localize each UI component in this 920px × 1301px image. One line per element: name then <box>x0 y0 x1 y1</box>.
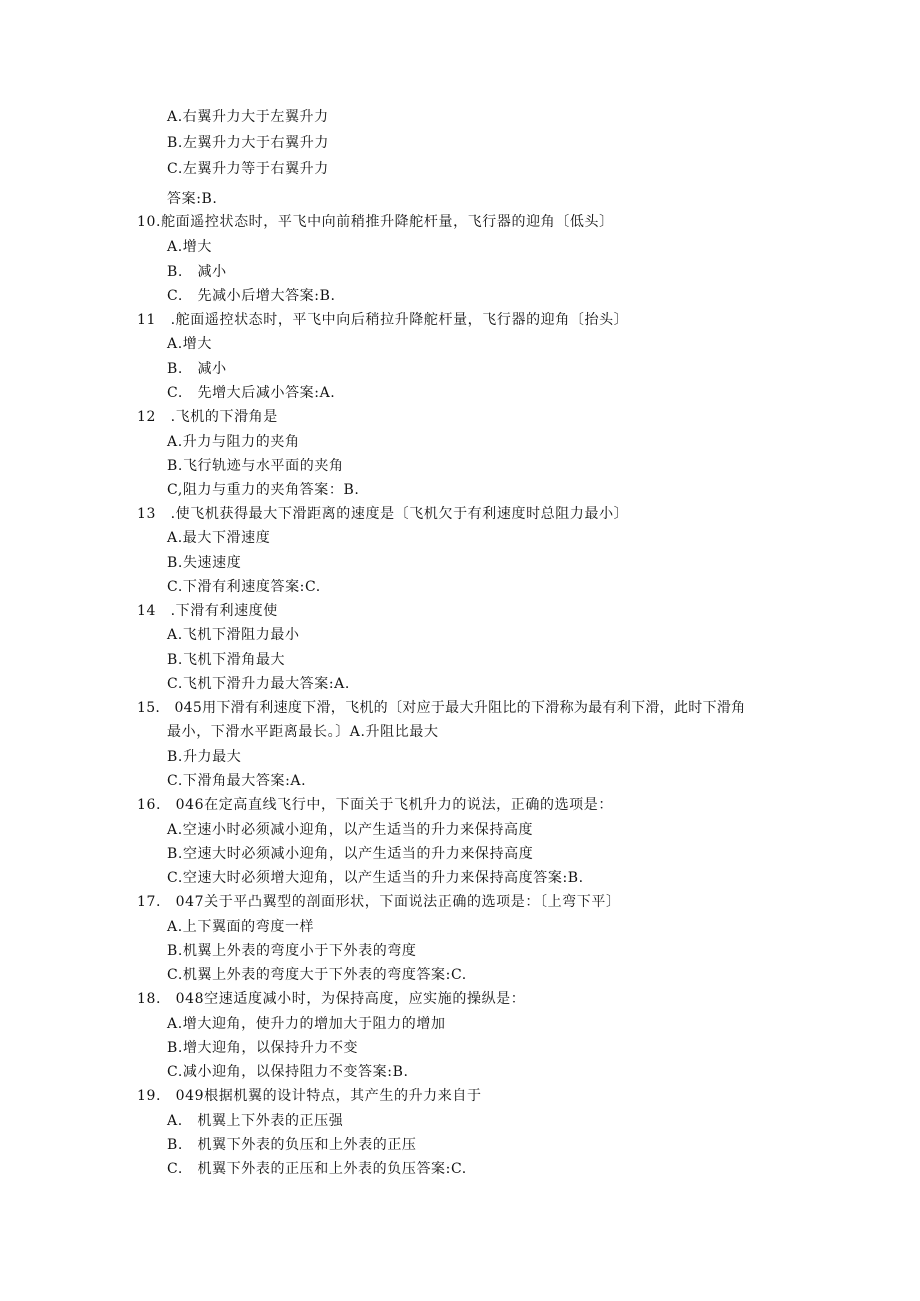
option-b: B.机翼上外表的弯度小于下外表的弯度 <box>167 943 417 959</box>
option-c-with-answer: C. 机翼下外表的正压和上外表的负压答案:C. <box>167 1161 467 1177</box>
option-c-with-answer: C.飞机下滑升力最大答案:A. <box>167 676 350 692</box>
question-13: 13 .使飞机获得最大下滑距离的速度是〔飞机欠于有利速度时总阻力最小〕 <box>137 506 629 522</box>
option-a: A.空速小时必须减小迎角，以产生适当的升力来保持高度 <box>167 822 534 838</box>
option-c-with-answer: C,阻力与重力的夹角答案：B. <box>167 482 360 498</box>
option-a: A.增大 <box>167 239 212 255</box>
option-b: B. 机翼下外表的负压和上外表的正压 <box>167 1137 417 1153</box>
question-11: 11 .舵面遥控状态时，平飞中向后稍拉升降舵杆量，飞行器的迎角〔抬头〕 <box>137 312 629 328</box>
option-b: B. 减小 <box>167 361 227 377</box>
option-c-with-answer: C.减小迎角，以保持阻力不变答案:B. <box>167 1064 409 1080</box>
option-b: B.飞行轨迹与水平面的夹角 <box>167 458 344 474</box>
option-b: B.升力最大 <box>167 749 242 765</box>
option-b: B.左翼升力大于右翼升力 <box>167 135 329 151</box>
option-c-with-answer: C.下滑角最大答案:A. <box>167 773 307 789</box>
option-a: A.飞机下滑阻力最小 <box>167 627 300 643</box>
answer: 答案:B. <box>167 191 218 207</box>
question-14: 14 .下滑有利速度使 <box>137 603 278 619</box>
question-19: 19. 049根据机翼的设计特点，其产生的升力来自于 <box>137 1088 482 1104</box>
option-b: B.失速速度 <box>167 555 242 571</box>
option-c: C.左翼升力等于右翼升力 <box>167 161 329 177</box>
option-c-with-answer: C.下滑有利速度答案:C. <box>167 579 321 595</box>
option-b: B.增大迎角，以保持升力不变 <box>167 1040 359 1056</box>
option-b: B. 减小 <box>167 264 227 280</box>
question-17: 17. 047关于平凸翼型的剖面形状，下面说法正确的选项是：〔上弯下平〕 <box>137 894 621 910</box>
question-10: 10.舵面遥控状态时，平飞中向前稍推升降舵杆量，飞行器的迎角〔低头〕 <box>137 214 614 230</box>
option-b: B.空速大时必须减小迎角，以产生适当的升力来保持高度 <box>167 846 534 862</box>
question-12: 12 .飞机的下滑角是 <box>137 409 278 425</box>
option-a: A.右翼升力大于左翼升力 <box>167 109 329 125</box>
option-a: A.上下翼面的弯度一样 <box>167 919 315 935</box>
option-a: A.最大下滑速度 <box>167 530 271 546</box>
option-b: B.飞机下滑角最大 <box>167 652 286 668</box>
option-c-with-answer: C.机翼上外表的弯度大于下外表的弯度答案:C. <box>167 967 467 983</box>
option-c-with-answer: C. 先增大后减小答案:A. <box>167 385 336 401</box>
option-c-with-answer: C. 先减小后增大答案:B. <box>167 288 336 304</box>
question-18: 18. 048空速适度减小时，为保持高度，应实施的操纵是： <box>137 991 526 1007</box>
question-15: 15. 045用下滑有利速度下滑，飞机的〔对应于最大升阻比的下滑称为最有利下滑，此时下滑角 <box>137 700 746 716</box>
option-a: A. 机翼上下外表的正压强 <box>167 1113 344 1129</box>
question-15-continuation: 最小，下滑水平距离最长。〕A.升阻比最大 <box>167 724 439 740</box>
question-16: 16. 046在定高直线飞行中，下面关于飞机升力的说法，正确的选项是： <box>137 797 613 813</box>
option-a: A.增大 <box>167 336 212 352</box>
option-a: A.增大迎角，使升力的增加大于阻力的增加 <box>167 1016 446 1032</box>
option-c-with-answer: C.空速大时必须增大迎角，以产生适当的升力来保持高度答案:B. <box>167 870 584 886</box>
option-a: A.升力与阻力的夹角 <box>167 434 300 450</box>
